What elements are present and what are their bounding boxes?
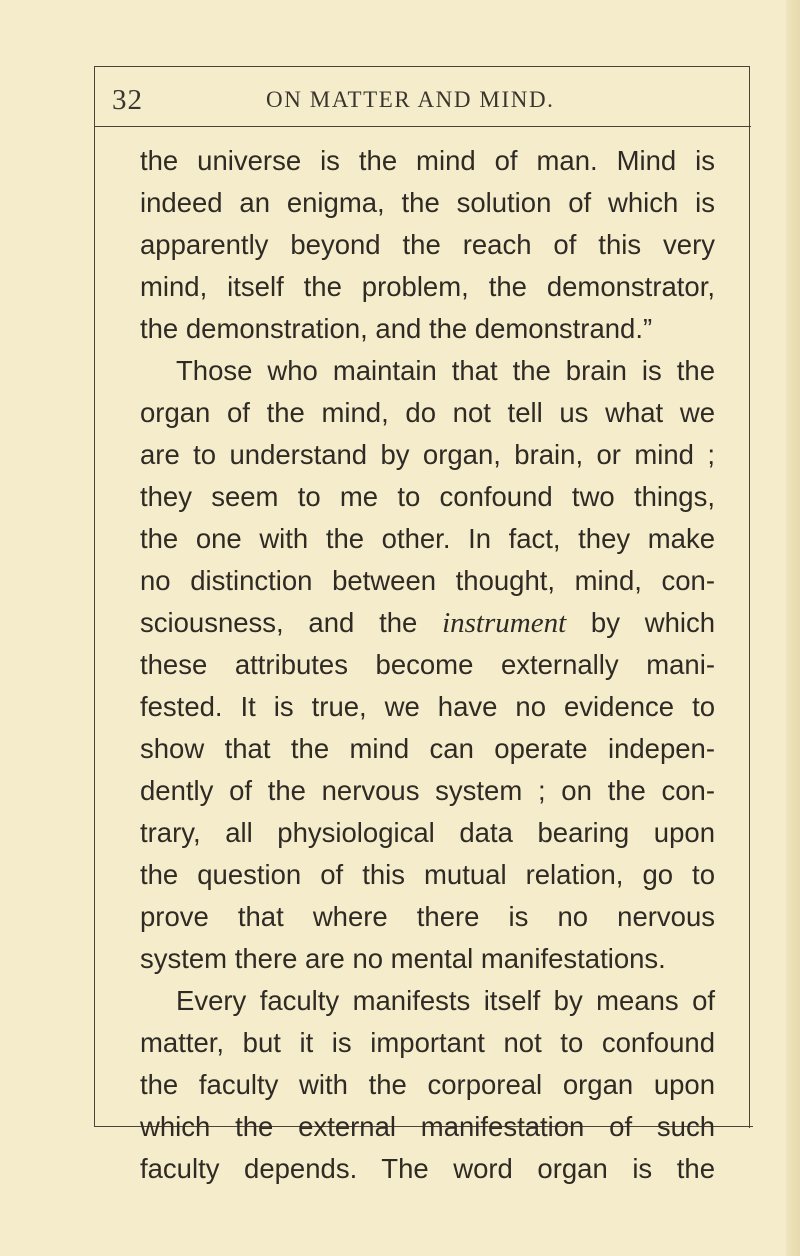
text-line: dently of the nervous system ; on the con-: [140, 775, 715, 806]
text-line: the one with the other. In fact, they make: [140, 523, 715, 554]
text-line: organ of the mind, do not tell us what we: [140, 397, 715, 428]
frame-right-rule: [749, 66, 750, 1128]
text-line: are to understand by organ, brain, or mind ;: [140, 439, 715, 470]
header-rule: [95, 126, 751, 127]
text-segment: sciousness, and the: [140, 607, 418, 638]
italic-word: instrument: [442, 607, 567, 639]
page-number: 32: [112, 84, 143, 116]
running-head: ON MATTER AND MIND.: [266, 87, 555, 112]
text-line: show that the mind can operate indepen-: [140, 733, 715, 764]
text-line: trary, all physiological data bearing upon: [140, 817, 715, 848]
paragraph-start-line: Those who maintain that the brain is the: [176, 355, 715, 386]
text-line: matter, but it is important not to confound: [140, 1027, 715, 1058]
text-line: the faculty with the corporeal organ upon: [140, 1069, 715, 1100]
text-line: mind, itself the problem, the demonstrator,: [140, 271, 715, 302]
text-line: apparently beyond the reach of this very: [140, 229, 715, 260]
text-line: the universe is the mind of man. Mind is: [140, 145, 715, 176]
text-line: they seem to me to confound two things,: [140, 481, 715, 512]
paragraph-start-line: Every faculty manifests itself by means of: [176, 985, 715, 1016]
text-line-with-italic: [140, 602, 715, 644]
text-line: prove that where there is no nervous: [140, 901, 715, 932]
frame-left-rule: [94, 66, 95, 1127]
text-line: indeed an enigma, the solution of which is: [140, 187, 715, 218]
text-line: no distinction between thought, mind, con-: [140, 565, 715, 596]
body-text: [140, 140, 715, 1190]
text-line: system there are no mental manifestations.: [140, 943, 666, 974]
text-segment: by which: [590, 607, 716, 638]
frame-top-rule: [95, 66, 749, 67]
text-line: the question of this mutual relation, go to: [140, 859, 715, 890]
text-line: the demonstration, and the demonstrand.”: [140, 313, 653, 344]
page-edge: [786, 0, 800, 1256]
text-line: which the external manifestation of such: [140, 1111, 715, 1142]
text-line: fested. It is true, we have no evidence to: [140, 691, 715, 722]
text-line: faculty depends. The word organ is the: [140, 1153, 715, 1184]
text-line: these attributes become externally mani-: [140, 649, 715, 680]
